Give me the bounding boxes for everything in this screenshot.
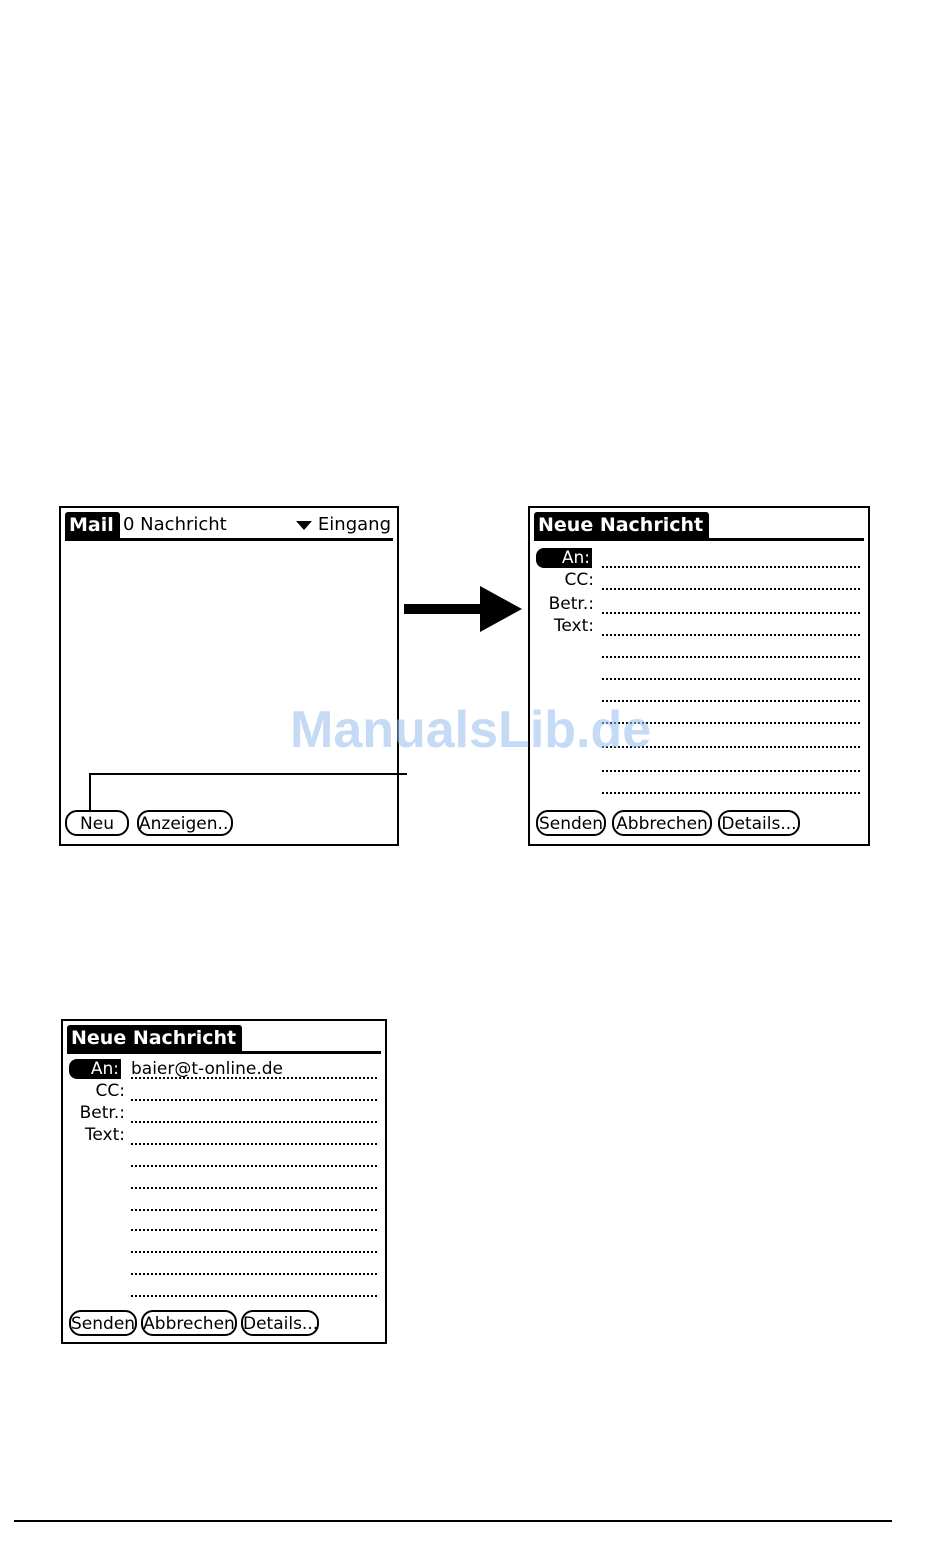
- text-line[interactable]: [131, 1209, 377, 1211]
- watermark: ManualsLib.de: [290, 701, 652, 759]
- text-line[interactable]: [131, 1143, 377, 1145]
- subject-label: Betr.:: [79, 1103, 125, 1123]
- text-line[interactable]: [131, 1165, 377, 1167]
- cc-label: CC:: [564, 570, 594, 590]
- text-line[interactable]: [602, 634, 860, 636]
- title-bar: [67, 1025, 381, 1054]
- cc-label: CC:: [95, 1081, 125, 1101]
- text-line[interactable]: [131, 1295, 377, 1297]
- right-arrow-icon: [404, 586, 524, 634]
- title-bar: [65, 512, 393, 541]
- title-bar: [534, 512, 864, 541]
- text-line[interactable]: [602, 770, 860, 772]
- app-title[interactable]: Mail: [65, 512, 120, 538]
- category-label: Eingang: [317, 514, 391, 535]
- details-button[interactable]: Details...: [718, 810, 800, 836]
- cancel-button[interactable]: Abbrechen: [612, 810, 712, 836]
- cc-field[interactable]: [131, 1099, 377, 1101]
- text-line[interactable]: [131, 1273, 377, 1275]
- text-line[interactable]: [131, 1187, 377, 1189]
- new-button[interactable]: Neu: [65, 810, 129, 836]
- callout-line-vertical: [89, 774, 91, 810]
- text-line[interactable]: [131, 1229, 377, 1231]
- cc-field[interactable]: [602, 588, 860, 590]
- triangle-down-icon: [296, 521, 312, 530]
- to-label[interactable]: An:: [69, 1059, 121, 1079]
- send-button[interactable]: Senden: [536, 810, 606, 836]
- subject-label: Betr.:: [548, 594, 594, 614]
- to-field[interactable]: [602, 566, 860, 568]
- new-message-screen: [528, 506, 870, 846]
- mail-inbox-screen: [59, 506, 399, 846]
- text-line[interactable]: [602, 656, 860, 658]
- cancel-button[interactable]: Abbrechen: [141, 1310, 237, 1336]
- to-label[interactable]: An:: [536, 548, 592, 568]
- callout-line-horizontal: [89, 773, 407, 775]
- details-button[interactable]: Details...: [241, 1310, 319, 1336]
- subject-field[interactable]: [602, 612, 860, 614]
- page-divider: [14, 1520, 892, 1522]
- show-button[interactable]: Anzeigen...: [137, 810, 233, 836]
- text-line[interactable]: [602, 678, 860, 680]
- form-title: Neue Nachricht: [67, 1025, 242, 1051]
- message-count: 0 Nachricht: [123, 514, 227, 535]
- text-line[interactable]: [602, 792, 860, 794]
- text-label: Text:: [553, 616, 594, 636]
- new-message-filled-screen: [61, 1019, 387, 1344]
- text-label: Text:: [84, 1125, 125, 1145]
- form-title: Neue Nachricht: [534, 512, 709, 538]
- send-button[interactable]: Senden: [69, 1310, 137, 1336]
- to-field[interactable]: [131, 1077, 377, 1079]
- text-line[interactable]: [131, 1251, 377, 1253]
- to-value[interactable]: baier@t-online.de: [131, 1059, 284, 1079]
- subject-field[interactable]: [131, 1121, 377, 1123]
- category-picker[interactable]: [296, 512, 391, 538]
